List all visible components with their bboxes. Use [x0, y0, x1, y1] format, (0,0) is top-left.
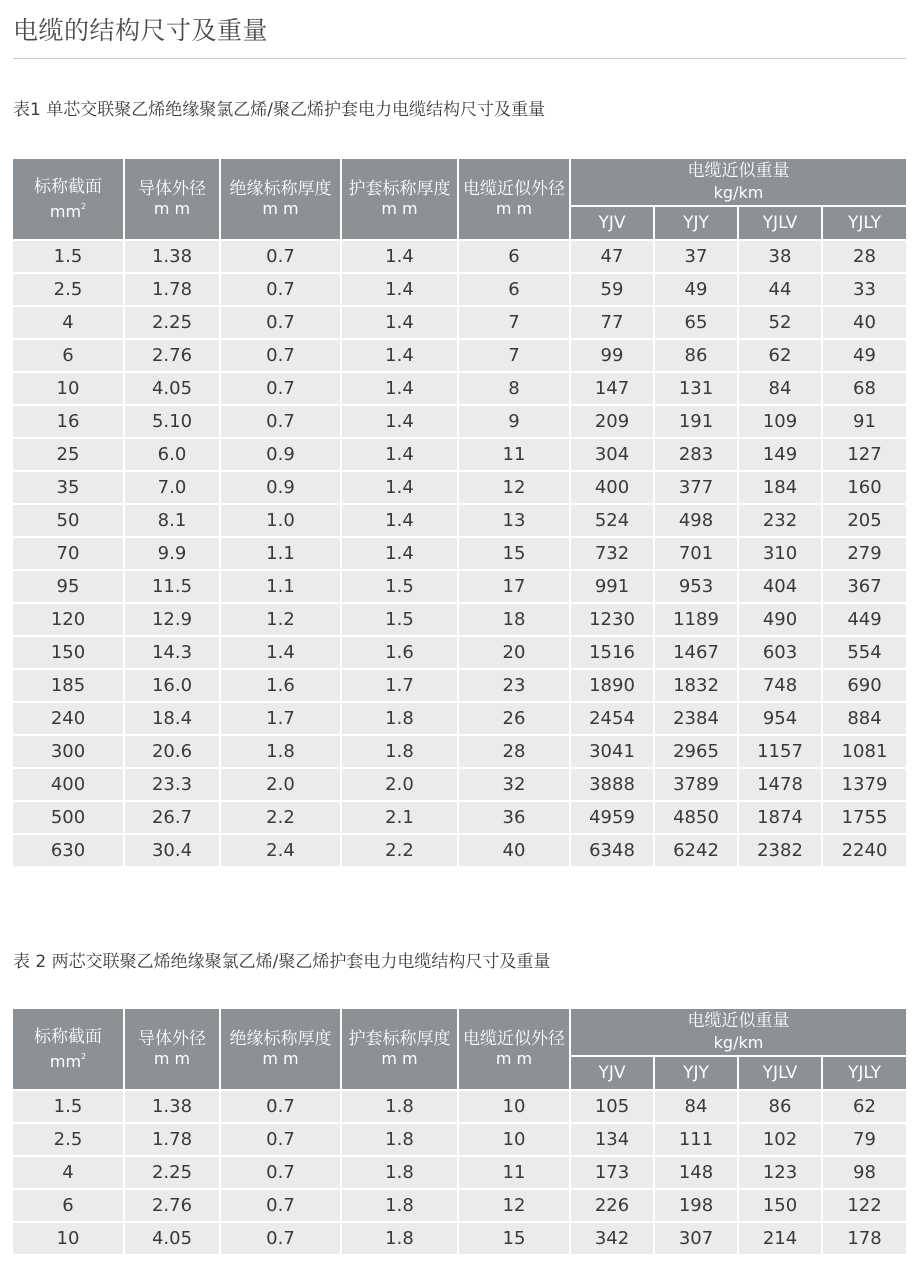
table-cell: 7.0	[125, 472, 221, 505]
table-cell: 701	[655, 538, 739, 571]
table-cell: 2965	[655, 736, 739, 769]
table-cell: 1.6	[342, 637, 459, 670]
table-row	[13, 802, 906, 835]
col-header-unit: m m	[381, 199, 418, 218]
table-cell: 23	[459, 670, 571, 703]
table-cell: 1467	[655, 637, 739, 670]
table-cell: 367	[823, 571, 906, 604]
table-cell: 8.1	[125, 505, 221, 538]
table-cell: 1.4	[342, 340, 459, 373]
table-cell: 1874	[739, 802, 823, 835]
table-cell: 11	[459, 439, 571, 472]
table-cell: 991	[571, 571, 655, 604]
col-header-label: 电缆近似重量	[687, 1011, 790, 1031]
table-cell: 36	[459, 802, 571, 835]
table-cell: 6242	[655, 835, 739, 866]
table-cell: 0.7	[221, 1124, 342, 1157]
table-cell: 33	[823, 274, 906, 307]
table-cell: 0.9	[221, 439, 342, 472]
table-cell: 86	[655, 340, 739, 373]
table-cell: 26.7	[125, 802, 221, 835]
table-cell: 0.7	[221, 340, 342, 373]
table-cell: 32	[459, 769, 571, 802]
table-cell: 10	[459, 1091, 571, 1124]
table1-spec-table	[13, 159, 906, 866]
table-cell: 150	[739, 1190, 823, 1223]
table-cell: 0.9	[221, 472, 342, 505]
table-cell: 30.4	[125, 835, 221, 866]
table-cell: 1.8	[342, 1157, 459, 1190]
table-cell: 40	[459, 835, 571, 866]
table-cell: 310	[739, 538, 823, 571]
page-title: 电缆的结构尺寸及重量	[13, 16, 269, 45]
table-cell: 1.6	[221, 670, 342, 703]
table-row	[13, 835, 906, 866]
table-cell: 0.7	[221, 241, 342, 274]
table-cell: 748	[739, 670, 823, 703]
col-header-sheath-thickness	[342, 1009, 459, 1091]
table-cell: 149	[739, 439, 823, 472]
table-cell: 1.2	[221, 604, 342, 637]
table-cell: 1.4	[342, 307, 459, 340]
col-header-unit: kg/km	[713, 1033, 764, 1052]
table-cell: 102	[739, 1124, 823, 1157]
table-cell: 23.3	[125, 769, 221, 802]
table-cell: 28	[823, 241, 906, 274]
table-cell: 953	[655, 571, 739, 604]
table-cell: 0.7	[221, 406, 342, 439]
table-cell: 9.9	[125, 538, 221, 571]
table-row	[13, 340, 906, 373]
table-cell: 603	[739, 637, 823, 670]
col-header-unit: m m	[495, 199, 533, 218]
table-row	[13, 439, 906, 472]
table-cell: 2.25	[125, 307, 221, 340]
table-cell: 131	[655, 373, 739, 406]
table-cell: 37	[655, 241, 739, 274]
table-cell: 2240	[823, 835, 906, 866]
table-cell: 2.0	[342, 769, 459, 802]
table-cell: 28	[459, 736, 571, 769]
table-cell: 8	[459, 373, 571, 406]
table-cell: 147	[571, 373, 655, 406]
col-header-yjlv: YJLV	[739, 207, 823, 241]
table-cell: 109	[739, 406, 823, 439]
table-cell: 14.3	[125, 637, 221, 670]
table-cell: 4959	[571, 802, 655, 835]
col-header-yjly: YJLY	[823, 207, 906, 241]
table-cell: 1.5	[13, 241, 125, 274]
table-cell: 5.10	[125, 406, 221, 439]
table-cell: 150	[13, 637, 125, 670]
table-cell: 4	[13, 307, 125, 340]
table-cell: 1.4	[342, 241, 459, 274]
table-cell: 20	[459, 637, 571, 670]
col-header-weight-group	[571, 1009, 906, 1057]
table-cell: 12	[459, 472, 571, 505]
table-cell: 0.7	[221, 274, 342, 307]
table-cell: 86	[739, 1091, 823, 1124]
table-cell: 49	[823, 340, 906, 373]
table-cell: 122	[823, 1190, 906, 1223]
col-header-unit: m m	[381, 1049, 418, 1068]
table-cell: 1.4	[221, 637, 342, 670]
col-header-yjy: YJY	[655, 207, 739, 241]
table-cell: 377	[655, 472, 739, 505]
table-cell: 1.4	[342, 373, 459, 406]
table-cell: 400	[13, 769, 125, 802]
table-cell: 404	[739, 571, 823, 604]
table-cell: 1755	[823, 802, 906, 835]
table-cell: 99	[571, 340, 655, 373]
table-row	[13, 241, 906, 274]
col-header-unit: m m	[262, 199, 299, 218]
table-cell: 2384	[655, 703, 739, 736]
table-cell: 6	[13, 1190, 125, 1223]
table-cell: 49	[655, 274, 739, 307]
table-cell: 13	[459, 505, 571, 538]
table-row	[13, 373, 906, 406]
table-row	[13, 472, 906, 505]
table-cell: 4.05	[125, 373, 221, 406]
table-cell: 12	[459, 1190, 571, 1223]
table-cell: 77	[571, 307, 655, 340]
col-header-label: 绝缘标称厚度	[229, 1029, 332, 1049]
table-cell: 2454	[571, 703, 655, 736]
table-cell: 50	[13, 505, 125, 538]
col-header-sheath-thickness	[342, 159, 459, 241]
table-cell: 91	[823, 406, 906, 439]
table-cell: 1.4	[342, 274, 459, 307]
table-cell: 185	[13, 670, 125, 703]
table-cell: 35	[13, 472, 125, 505]
table-cell: 6348	[571, 835, 655, 866]
table-cell: 12.9	[125, 604, 221, 637]
table-cell: 1.4	[342, 406, 459, 439]
table-cell: 4	[13, 1157, 125, 1190]
col-header-conductor-diameter	[125, 159, 221, 241]
table-cell: 1.8	[342, 1190, 459, 1223]
table-cell: 1157	[739, 736, 823, 769]
table-cell: 1.4	[342, 439, 459, 472]
col-header-label: 绝缘标称厚度	[229, 179, 332, 199]
table-cell: 304	[571, 439, 655, 472]
table-cell: 17	[459, 571, 571, 604]
table-cell: 7	[459, 340, 571, 373]
table-cell: 1.1	[221, 571, 342, 604]
table-cell: 279	[823, 538, 906, 571]
table-cell: 62	[739, 340, 823, 373]
table-cell: 2.2	[221, 802, 342, 835]
table-cell: 400	[571, 472, 655, 505]
table-cell: 47	[571, 241, 655, 274]
table-cell: 1.4	[342, 505, 459, 538]
col-header-unit: m m	[153, 1049, 191, 1068]
table-cell: 300	[13, 736, 125, 769]
table-cell: 62	[823, 1091, 906, 1124]
table-cell: 1.8	[342, 703, 459, 736]
col-header-cable-diameter	[459, 159, 571, 241]
col-header-insulation-thickness	[221, 159, 342, 241]
table-cell: 40	[823, 307, 906, 340]
table-cell: 1.5	[13, 1091, 125, 1124]
table-cell: 20.6	[125, 736, 221, 769]
table-cell: 1.78	[125, 274, 221, 307]
table-cell: 15	[459, 1223, 571, 1254]
table-cell: 111	[655, 1124, 739, 1157]
table-cell: 16.0	[125, 670, 221, 703]
table-cell: 98	[823, 1157, 906, 1190]
table-cell: 2.76	[125, 1190, 221, 1223]
table-cell: 26	[459, 703, 571, 736]
table-row	[13, 637, 906, 670]
col-header-label: 导体外径	[138, 1029, 206, 1049]
table-cell: 198	[655, 1190, 739, 1223]
table-row	[13, 1223, 906, 1254]
table-cell: 554	[823, 637, 906, 670]
table-row	[13, 769, 906, 802]
table-cell: 7	[459, 307, 571, 340]
table2-spec-table	[13, 1009, 906, 1254]
table-cell: 134	[571, 1124, 655, 1157]
table-cell: 498	[655, 505, 739, 538]
table-cell: 209	[571, 406, 655, 439]
col-header-unit: $mm^2$	[49, 201, 87, 221]
table-cell: 0.7	[221, 373, 342, 406]
table-cell: 10	[13, 373, 125, 406]
table-cell: 4850	[655, 802, 739, 835]
col-header-label: 标称截面	[34, 176, 102, 197]
col-header-cross-section	[13, 159, 125, 241]
table-cell: 1379	[823, 769, 906, 802]
table-cell: 59	[571, 274, 655, 307]
table-row	[13, 1190, 906, 1223]
table-cell: 0.7	[221, 307, 342, 340]
col-header-label: 电缆近似外径	[463, 179, 565, 199]
table-cell: 123	[739, 1157, 823, 1190]
table-cell: 3041	[571, 736, 655, 769]
col-header-unit: m m	[153, 199, 191, 218]
table-cell: 6.0	[125, 439, 221, 472]
table-cell: 6	[459, 241, 571, 274]
col-header-cross-section	[13, 1009, 125, 1091]
table-cell: 307	[655, 1223, 739, 1254]
col-header-label: 电缆近似外径	[463, 1029, 565, 1049]
table-cell: 1.8	[342, 1223, 459, 1254]
table-cell: 173	[571, 1157, 655, 1190]
table-cell: 690	[823, 670, 906, 703]
table-cell: 1.8	[342, 736, 459, 769]
table-cell: 1.7	[342, 670, 459, 703]
table-cell: 1.1	[221, 538, 342, 571]
col-header-yjly: YJLY	[823, 1057, 906, 1091]
table-cell: 4.05	[125, 1223, 221, 1254]
col-header-unit: m m	[262, 1049, 299, 1068]
table-cell: 1.8	[342, 1091, 459, 1124]
table-cell: 954	[739, 703, 823, 736]
table-cell: 1.4	[342, 538, 459, 571]
table-cell: 1230	[571, 604, 655, 637]
table-cell: 2.0	[221, 769, 342, 802]
table-cell: 3789	[655, 769, 739, 802]
table-cell: 1.38	[125, 241, 221, 274]
table-cell: 70	[13, 538, 125, 571]
table-row	[13, 736, 906, 769]
table-row	[13, 538, 906, 571]
table-row	[13, 1124, 906, 1157]
table-cell: 84	[739, 373, 823, 406]
table-row	[13, 571, 906, 604]
col-header-insulation-thickness	[221, 1009, 342, 1091]
table1-caption: 表1 单芯交联聚乙烯绝缘聚氯乙烯/聚乙烯护套电力电缆结构尺寸及重量	[13, 100, 545, 120]
table-cell: 191	[655, 406, 739, 439]
table-cell: 0.7	[221, 1157, 342, 1190]
table-cell: 6	[13, 340, 125, 373]
table-cell: 1.78	[125, 1124, 221, 1157]
table-cell: 630	[13, 835, 125, 866]
table-cell: 10	[13, 1223, 125, 1254]
col-header-cable-diameter	[459, 1009, 571, 1091]
table-cell: 68	[823, 373, 906, 406]
table-cell: 105	[571, 1091, 655, 1124]
table-cell: 232	[739, 505, 823, 538]
table-cell: 160	[823, 472, 906, 505]
col-header-label: 标称截面	[34, 1026, 102, 1047]
table-cell: 2.5	[13, 274, 125, 307]
table-cell: 1478	[739, 769, 823, 802]
col-header-label: 导体外径	[138, 179, 206, 199]
table-cell: 38	[739, 241, 823, 274]
table-cell: 16	[13, 406, 125, 439]
table-row	[13, 1091, 906, 1124]
table-row	[13, 604, 906, 637]
table-cell: 490	[739, 604, 823, 637]
table-cell: 2.4	[221, 835, 342, 866]
table-cell: 1516	[571, 637, 655, 670]
col-header-conductor-diameter	[125, 1009, 221, 1091]
table-cell: 1.5	[342, 571, 459, 604]
table-cell: 11.5	[125, 571, 221, 604]
table-cell: 10	[459, 1124, 571, 1157]
table-cell: 44	[739, 274, 823, 307]
table-cell: 148	[655, 1157, 739, 1190]
table-cell: 1.7	[221, 703, 342, 736]
table-cell: 2.2	[342, 835, 459, 866]
table-row	[13, 307, 906, 340]
table-cell: 9	[459, 406, 571, 439]
table-cell: 6	[459, 274, 571, 307]
table-cell: 120	[13, 604, 125, 637]
table-cell: 0.7	[221, 1091, 342, 1124]
table2-caption: 表 2 两芯交联聚乙烯绝缘聚氯乙烯/聚乙烯护套电力电缆结构尺寸及重量	[13, 952, 551, 972]
table-cell: 240	[13, 703, 125, 736]
table-cell: 214	[739, 1223, 823, 1254]
col-header-label: 电缆近似重量	[687, 161, 790, 181]
table-cell: 1.5	[342, 604, 459, 637]
table-cell: 449	[823, 604, 906, 637]
col-header-label: 护套标称厚度	[348, 1029, 451, 1049]
table-cell: 18.4	[125, 703, 221, 736]
table-cell: 184	[739, 472, 823, 505]
table-cell: 1.8	[342, 1124, 459, 1157]
table-row	[13, 505, 906, 538]
table-cell: 226	[571, 1190, 655, 1223]
table-row	[13, 274, 906, 307]
table-cell: 2.25	[125, 1157, 221, 1190]
table-cell: 3888	[571, 769, 655, 802]
table-cell: 15	[459, 538, 571, 571]
table-row	[13, 703, 906, 736]
table-cell: 1.0	[221, 505, 342, 538]
col-header-yjv: YJV	[571, 207, 655, 241]
col-header-yjlv: YJLV	[739, 1057, 823, 1091]
table-cell: 79	[823, 1124, 906, 1157]
table-cell: 1.8	[221, 736, 342, 769]
col-header-weight-group	[571, 159, 906, 207]
table-cell: 1890	[571, 670, 655, 703]
table-cell: 283	[655, 439, 739, 472]
table-cell: 18	[459, 604, 571, 637]
table-cell: 127	[823, 439, 906, 472]
table-cell: 84	[655, 1091, 739, 1124]
table-row	[13, 1157, 906, 1190]
col-header-unit: m m	[495, 1049, 533, 1068]
table-cell: 95	[13, 571, 125, 604]
table-cell: 0.7	[221, 1190, 342, 1223]
table-cell: 884	[823, 703, 906, 736]
col-header-unit: kg/km	[713, 183, 764, 202]
table-cell: 1832	[655, 670, 739, 703]
col-header-unit: $mm^2$	[49, 1051, 87, 1071]
table-cell: 1.4	[342, 472, 459, 505]
table-cell: 2382	[739, 835, 823, 866]
table-cell: 732	[571, 538, 655, 571]
table-cell: 1.38	[125, 1091, 221, 1124]
table-cell: 500	[13, 802, 125, 835]
table-cell: 178	[823, 1223, 906, 1254]
table-cell: 205	[823, 505, 906, 538]
col-header-yjy: YJY	[655, 1057, 739, 1091]
table-row	[13, 406, 906, 439]
table-cell: 25	[13, 439, 125, 472]
table-cell: 0.7	[221, 1223, 342, 1254]
table-cell: 2.1	[342, 802, 459, 835]
table-cell: 2.76	[125, 340, 221, 373]
table-cell: 1081	[823, 736, 906, 769]
col-header-yjv: YJV	[571, 1057, 655, 1091]
table-cell: 1189	[655, 604, 739, 637]
title-divider	[13, 58, 906, 59]
table-cell: 342	[571, 1223, 655, 1254]
table-cell: 52	[739, 307, 823, 340]
col-header-label: 护套标称厚度	[348, 179, 451, 199]
table-cell: 2.5	[13, 1124, 125, 1157]
table-cell: 11	[459, 1157, 571, 1190]
table-row	[13, 670, 906, 703]
table-cell: 65	[655, 307, 739, 340]
table-cell: 524	[571, 505, 655, 538]
